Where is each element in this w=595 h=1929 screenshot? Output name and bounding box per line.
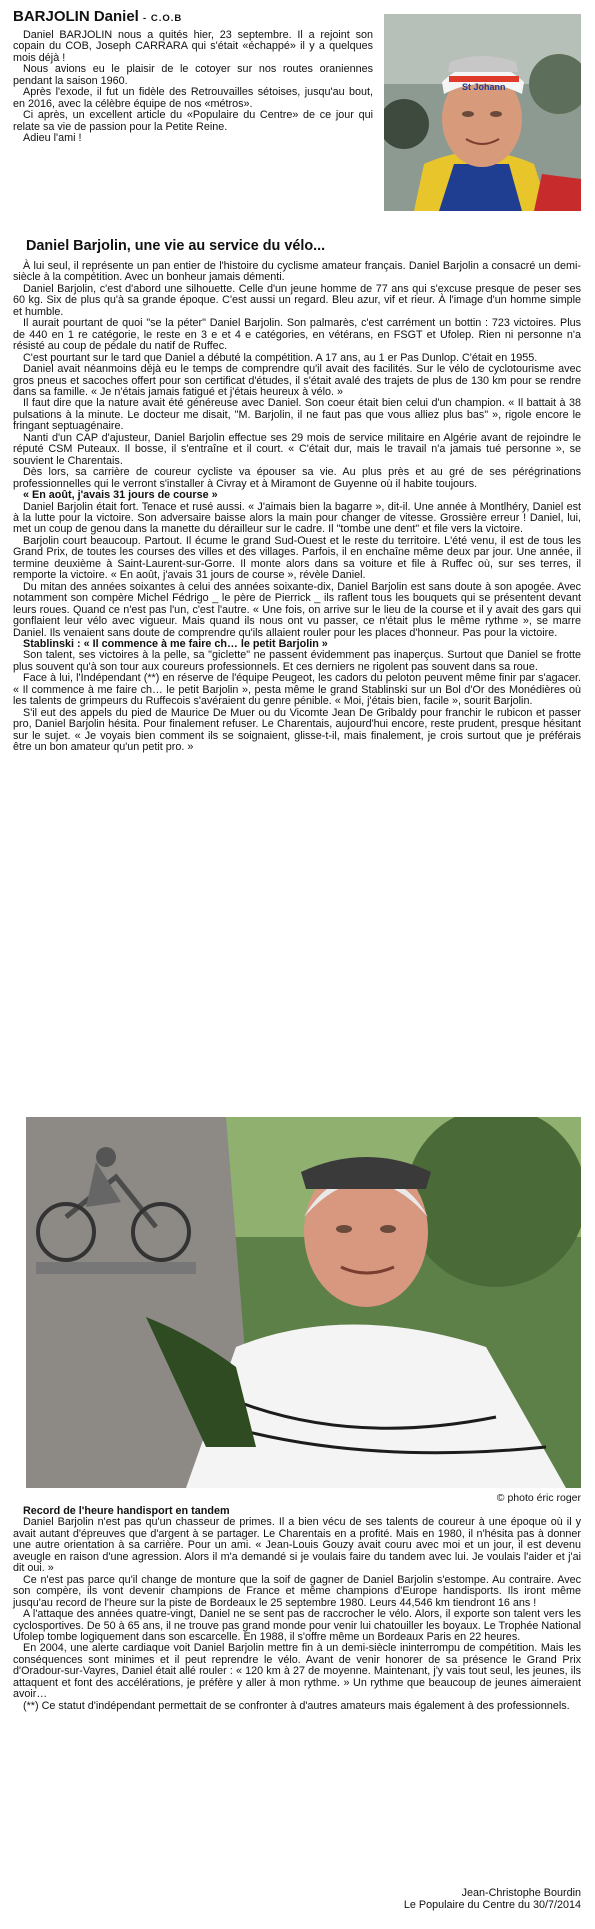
intro-paragraph: Daniel BARJOLIN nous a quités hier, 23 septembre. Il a rejoint son copain du COB, Joseph CARRARA qui s'était «échappé» il y a quelques mois déjà ! [13, 29, 373, 64]
paragraph: Daniel Barjolin n'est pas qu'un chasseur de primes. Il a bien vécu de ses talents de coureur à une époque où il y avait autant d'épreuves que d'argent à se partager. Le Charentais en a profité. Mais en 1980, il n'hésita pas à donner une autre orientation à sa carrière. Pour un ami. « Jean-Louis Gouzy avait couru avec moi et un jour, il est devenu aveugle en raison d'une agression. Alors il m'a demandé si je voulais faire du tandem avec lui. Je voulais l'aider et j'ai dit oui. » [13, 1516, 581, 1575]
intro-paragraph: Après l'exode, il fut un fidèle des Retrouvailles sétoises, jusqu'au bout, en 2016, avec la célèbre équipe de nos «métros». [13, 86, 373, 110]
signature-block [300, 1887, 581, 1911]
paragraph: Daniel Barjolin était fort. Tenace et rusé aussi. « J'aimais bien la bagarre », dit-il. Une année à Montlhéry, Daniel est à la lutte pour la victoire. Son adversaire baisse alors la main pour changer de vitesse. Grossière erreur ! Daniel, lui, met un coup de genou dans la manette du dérailleur sur le cadre. Il "tombe une dent" et file vers la victoire. [13, 500, 581, 536]
paragraph: S'il eut des appels du pied de Maurice De Muer ou du Vicomte Jean De Gribaldy pour franchir le rubicon et passer pro, Daniel Barjolin hésita. Pour finalement refuser. Le Charentais, aujourd'hui encore, reste prudent, presque hésitant sur le sujet. « Je voyais bien comment ils se soignaient, glisse-t-il, mais finalement, je crois surtout que je préférais être un bon amateur qu'un petit pro. » [13, 706, 581, 754]
intro-paragraph: Nous avions eu le plaisir de le cotoyer sur nos routes oraniennes pendant la saison 1960. [13, 63, 373, 87]
intro-block [13, 8, 373, 145]
article-body [13, 261, 581, 753]
club: - C.O.B [143, 13, 183, 24]
author: Jean-Christophe Bourdin [461, 1887, 581, 1899]
paragraph: Ce n'est pas parce qu'il change de monture que la soif de gagner de Daniel Barjolin s'estompe. Au contraire. Avec son compère, ils vont devenir champions de France et même champions d'Europe handisports. Ils iront même jusqu'au record de l'heure sur la piste de Bordeaux le 25 septembre 1980. Leurs 44,546 km tiendront 16 ans ! [13, 1573, 581, 1609]
paragraph: Il aurait pourtant de quoi "se la péter" Daniel Barjolin. Son palmarès, c'est carrément un bottin : 723 victoires. Plus de 440 en 1 re catégorie, le reste en 3 e et 4 e catégories, en vétérans, en FSGT et Ufolep. Rien ni personne n'a résisté au coup de pédale du natif de Ruffec. [13, 317, 581, 353]
paragraph: Son talent, ses victoires à la pelle, sa "giclette" ne passent évidemment pas inaperçus. Surtout que Daniel se frotte plus souvent qu'à son tour aux coureurs professionnels. Et ces derniers ne rigolent pas souvent dans sa roue. [13, 649, 581, 673]
paragraph: C'est pourtant sur le tard que Daniel a débuté la compétition. A 17 ans, au 1 er Pas Dunlop. C'était en 1955. [23, 351, 538, 364]
cyclist-portrait-illustration [384, 14, 581, 211]
paragraph: À lui seul, il représente un pan entier de l'histoire du cyclisme amateur français. Daniel Barjolin a consacré un demi-siècle à la compétition. Avec un bonheur jamais démenti. [13, 260, 581, 284]
paragraph: Dès lors, sa carrière de coureur cycliste va épouser sa vie. Au plus près et au gré de ses pérégrinations professionnelles qui le verront s'installer à Civray et à Miramont de Guyenne où il habite toujours. [13, 466, 581, 490]
paragraph: Il faut dire que la nature avait été généreuse avec Daniel. Son coeur était bien celui d'un champion. « Il battait à 38 pulsations à la minute. Le docteur me disait, "M. Barjolin, il ne faut pas que vous alliez plus bas" », rigole encore le fringant septuagénaire. [13, 397, 581, 433]
intro-paragraph: Ci après, un excellent article du «Populaire du Centre» de ce jour qui relate sa vie de passion pour la Petite Reine. [13, 109, 373, 133]
obituary-title [13, 8, 373, 27]
paragraph: Du mitan des années soixantes à celui des années soixante-dix, Daniel Barjolin est sans doute à son apogée. Avec notamment son compère Michel Fédrigo _ le père de Pierrick _ ils raflent tous les bouquets qui se présentent devant leurs roues. Quand ce n'est pas l'un, c'est l'autre. « Une fois, on arrive sur le lieu de la course et il y avait des gars qui gonflaient leur vélo avec vigueur. Mais quand ils nous ont vu passer, ce n'était plus le même rythme », se marre Daniel. Ils venaient sans doute de comprendre qu'ils allaient rouler pour les places d'honneur. Pas pour la victoire. [13, 580, 581, 639]
paragraph: Daniel avait néanmoins déjà eu le temps de comprendre qu'il avait des facilités. Sur le vélo de cyclotourisme avec gros pneus et sacoches offert pour son certificat d'études, il s'était avalé des trajets de plus de 130 km pour se rendre dans sa famille. « Je n'étais jamais fatigué et j'étais heureux à vélo. » [13, 363, 581, 398]
footnote: (**) Ce statut d'indépendant permettait de se confronter à d'autres amateurs mais également à des professionnels. [23, 1699, 570, 1712]
photo-credit: © photo éric roger [496, 1492, 581, 1504]
paragraph: A l'attaque des années quatre-vingt, Daniel ne se sent pas de raccrocher le vélo. Alors, il exporte son talent vers les cyclosportives. De 50 à 65 ans, il ne trouve pas grand monde pour venir lui chatouiller les boyaux. Le Trophée National Ufolep tombe logiquement dans son escarcelle. En 1988, il s'offre même un Bordeaux Paris en 22 heures. [13, 1608, 581, 1643]
subheading: Record de l'heure handisport en tandem [23, 1505, 230, 1517]
intro-paragraph: Adieu l'ami ! [23, 132, 82, 145]
paragraph: Face à lui, l'Indépendant (**) en réserve de l'équipe Peugeot, les cadors du peloton peuvent même finir par s'agacer. « Il commence à me faire ch… le petit Barjolin », pesta même le grand Stablinski sur un Bol d'Or des Monédières où les talents de grimpeurs du Ruffecois s'avéraient du genre pénible. « Moi, j'étais bien, facile », sourit Barjolin. [13, 672, 581, 708]
man-with-bike-statue-illustration [26, 1117, 581, 1488]
article-body-continued [13, 1506, 581, 1712]
cap-text: St Johann [462, 82, 506, 92]
subheading: Stablinski : « Il commence à me faire ch… le petit Barjolin » [23, 637, 328, 650]
portrait-photo [384, 14, 581, 211]
paragraph: Barjolin court beaucoup. Partout. Il écume le grand Sud-Ouest et le reste du territoire. L'été venu, il est de tous les Grand Prix, de toutes les courses des villes et des villages. Parfois, il en enchaîne même deux par jour. Une année, il termine deuxième à Saint-Laurent-sur-Gorre. Il monte alors dans sa voiture et file à Ruffec où, sur ses terres, il remporte la victoire. « En août, j'avais 31 jours de course », révèle Daniel. [13, 534, 581, 582]
paragraph: Daniel Barjolin, c'est d'abord une silhouette. Celle d'un jeune homme de 77 ans qui s'excuse presque de peser ses 60 kg. Six de plus qu'à sa grande époque. C'est aussi un regard. Bleu azur, vif et rieur. À l'image d'un homme simple et humble. [13, 282, 581, 318]
article-headline: Daniel Barjolin, une vie au service du vélo... [26, 238, 326, 254]
name: BARJOLIN Daniel [13, 8, 139, 25]
trophy-photo [26, 1117, 581, 1488]
paragraph: En 2004, une alerte cardiaque voit Daniel Barjolin mettre fin à un demi-siècle ininterrompu de compétition. Mais les conséquences sont minimes et il peut reprendre le vélo. Avant de venir honorer de sa présence le Grand Prix d'Oradour-sur-Vayres, Daniel était allé rouler : « 120 km à 27 de moyenne. Maintenant, j'y vais tout seul, les jeunes, ils attaquent et font des accélérations, je préfère y aller à mon rythme. » Un rythme que beaucoup de jeunes aimeraient avoir… [13, 1642, 581, 1701]
subheading: « En août, j'avais 31 jours de course » [23, 489, 218, 502]
source: Le Populaire du Centre du 30/7/2014 [403, 1899, 581, 1911]
paragraph: Nanti d'un CAP d'ajusteur, Daniel Barjolin effectue ses 29 mois de service militaire en Algérie avant de rejoindre le réputé CSM Puteaux. Il bosse, il s'entraîne et il court. « C'était dur, mais le travail n'a jamais tué personne », se souvient le Charentais. [13, 431, 581, 467]
